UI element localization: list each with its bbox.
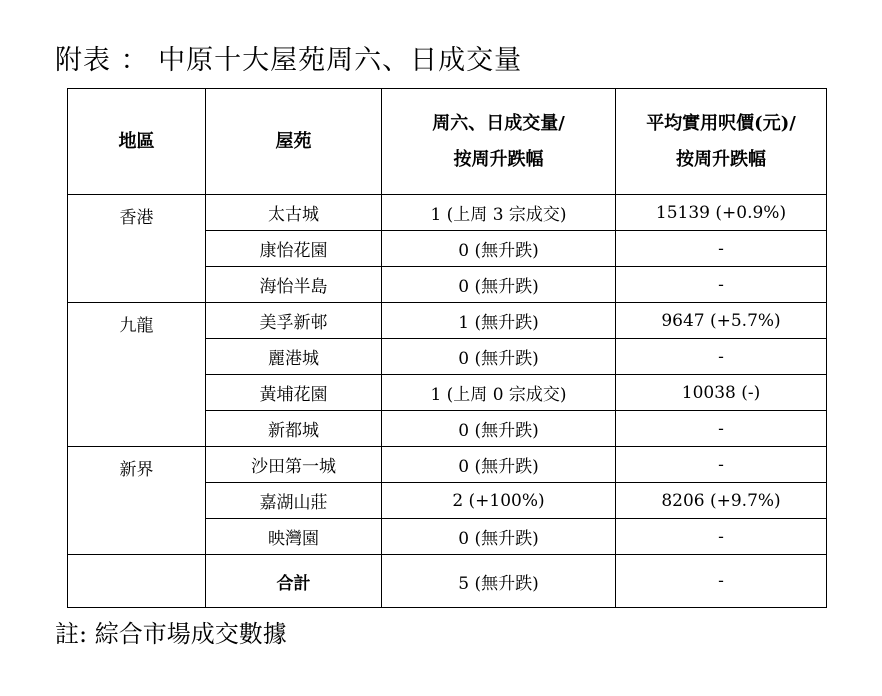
table-row <box>68 303 827 339</box>
price-cell: 8206 (+9.7%) <box>616 483 827 519</box>
volume-cell: 0 (無升跌) <box>382 519 616 555</box>
estate-cell: 沙田第一城 <box>206 447 382 483</box>
price-cell: - <box>616 519 827 555</box>
volume-cell: 0 (無升跌) <box>382 339 616 375</box>
estate-cell: 映灣園 <box>206 519 382 555</box>
total-empty-cell <box>68 555 206 608</box>
estate-cell: 麗港城 <box>206 339 382 375</box>
price-cell: - <box>616 339 827 375</box>
district-cell: 新界 <box>68 447 206 555</box>
estate-cell: 嘉湖山莊 <box>206 483 382 519</box>
header-price-line1: 平均實用呎價(元)/ <box>646 112 796 134</box>
total-price: - <box>616 555 827 608</box>
header-volume-line1: 周六、日成交量/ <box>432 112 565 134</box>
volume-cell: 2 (+100%) <box>382 483 616 519</box>
header-volume-line2: 按周升跌幅 <box>453 148 544 170</box>
header-price <box>616 89 827 195</box>
total-label: 合計 <box>206 555 382 608</box>
transaction-table <box>67 88 827 608</box>
total-volume: 5 (無升跌) <box>382 555 616 608</box>
volume-cell: 1 (上周 0 宗成交) <box>382 375 616 411</box>
page-title: 附表 ： 中原十大屋苑周六、日成交量 <box>55 45 523 76</box>
table-row <box>68 447 827 483</box>
volume-cell: 0 (無升跌) <box>382 267 616 303</box>
estate-cell: 太古城 <box>206 195 382 231</box>
header-district: 地區 <box>68 89 206 195</box>
estate-cell: 美孚新邨 <box>206 303 382 339</box>
price-cell: 15139 (+0.9%) <box>616 195 827 231</box>
header-price-line2: 按周升跌幅 <box>676 148 766 170</box>
volume-cell: 1 (上周 3 宗成交) <box>382 195 616 231</box>
district-cell: 九龍 <box>68 303 206 447</box>
footnote: 註: 綜合市場成交數據 <box>55 620 287 648</box>
volume-cell: 0 (無升跌) <box>382 411 616 447</box>
header-estate: 屋苑 <box>206 89 382 195</box>
price-cell: 10038 (-) <box>616 375 827 411</box>
estate-cell: 黃埔花園 <box>206 375 382 411</box>
price-cell: - <box>616 411 827 447</box>
volume-cell: 1 (無升跌) <box>382 303 616 339</box>
table-header-row <box>68 89 827 195</box>
volume-cell: 0 (無升跌) <box>382 447 616 483</box>
header-volume <box>382 89 616 195</box>
price-cell: - <box>616 267 827 303</box>
estate-cell: 海怡半島 <box>206 267 382 303</box>
price-cell: 9647 (+5.7%) <box>616 303 827 339</box>
estate-cell: 新都城 <box>206 411 382 447</box>
table-row <box>68 195 827 231</box>
volume-cell: 0 (無升跌) <box>382 231 616 267</box>
price-cell: - <box>616 447 827 483</box>
total-row <box>68 555 827 608</box>
district-cell: 香港 <box>68 195 206 303</box>
estate-cell: 康怡花園 <box>206 231 382 267</box>
price-cell: - <box>616 231 827 267</box>
